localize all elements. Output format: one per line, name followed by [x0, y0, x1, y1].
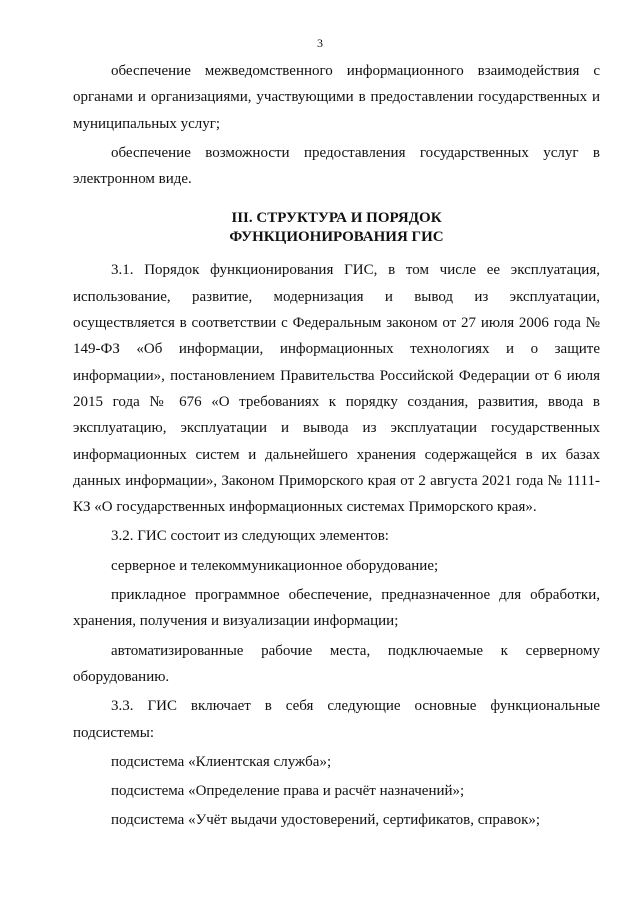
paragraph-3-2-elements: 3.2. ГИС состоит из следующих элементов: [111, 528, 389, 545]
list-item-server-equipment: серверное и телекоммуникационное оборудование; [111, 557, 439, 574]
paragraph-3-3-subsystems: 3.3. ГИС включает в себя следующие основные функциональные подсистемы: [73, 698, 600, 741]
section-heading [73, 209, 600, 247]
list-item-rights-determination: подсистема «Определение права и расчёт назначений»; [111, 783, 465, 800]
section-heading-line-2: ФУНКЦИОНИРОВАНИЯ ГИС [229, 229, 444, 246]
page-number: 3 [317, 36, 323, 50]
list-item-workstations: автоматизированные рабочие места, подключаемые к серверному оборудованию. [73, 642, 600, 685]
list-item-application-software: прикладное программное обеспечение, предназначенное для обработки, хранения, получения и визуализации информации; [73, 587, 600, 630]
paragraph-interagency-interaction: обеспечение межведомственного информационного взаимодействия с органами и организациями, участвующими в предоставлении государственных и муниципальных услуг; [73, 63, 600, 132]
section-heading-line-1: III. СТРУКТУРА И ПОРЯДОК [231, 210, 442, 227]
document-body [73, 58, 600, 837]
paragraph-electronic-services: обеспечение возможности предоставления государственных услуг в электронном виде. [73, 144, 600, 188]
list-item-client-service: подсистема «Клиентская служба»; [111, 753, 332, 770]
paragraph-3-1-operation-order: 3.1. Порядок функционирования ГИС, в том числе ее эксплуатация, использование, развитие, модернизация и вывод из эксплуатации, осуществляется в соответствии с Федеральным законом от 27 июля 2006 года № 149-ФЗ «Об информации, информационных технологиях и о защите информации», постановлением Правительства Российской Федерации от 6 июля 2015 года № 676 «О требованиях к порядку создания, развития, ввода в эксплуатацию, эксплуатации и вывода из эксплуатации государственных информационных систем и дальнейшего хранения содержащейся в их базах данных информации», Законом Приморского края от 2 августа 2021 года № 1111-КЗ «О государственных информационных системах Приморского края». [73, 262, 600, 516]
list-item-certificates-accounting: подсистема «Учёт выдачи удостоверений, сертификатов, справок»; [111, 812, 541, 829]
